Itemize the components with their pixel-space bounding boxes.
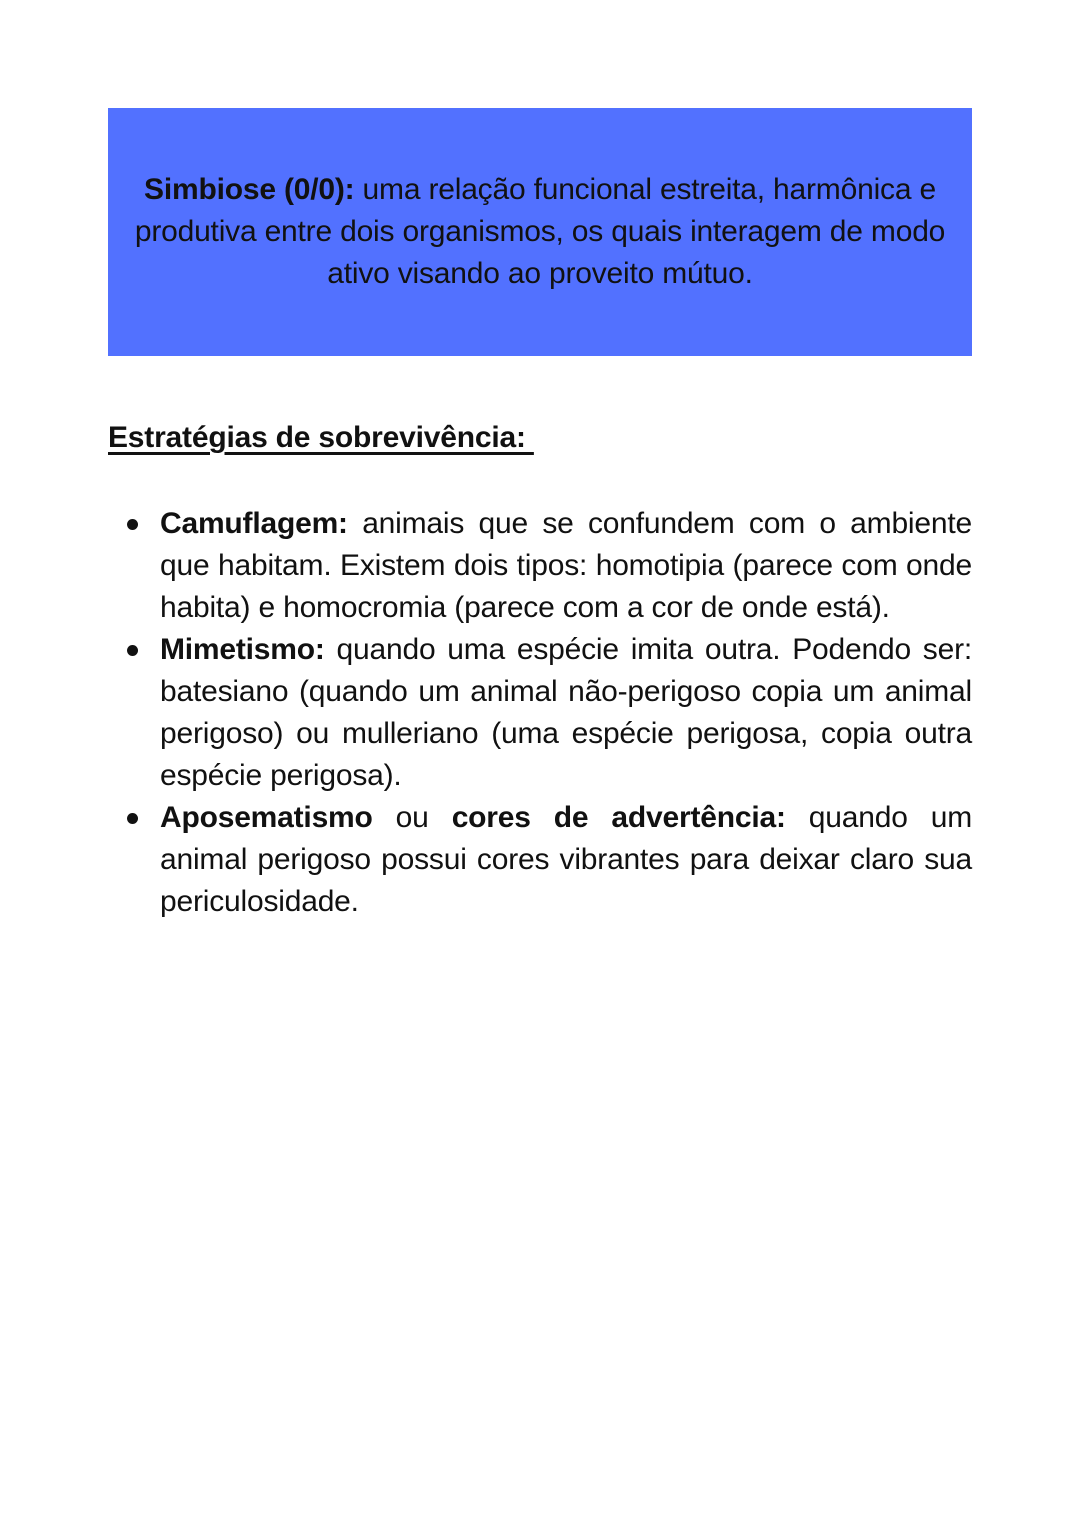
mimicry-term: Mimetismo:: [160, 633, 325, 666]
list-item-aposematism: [108, 797, 972, 923]
survival-strategies-heading: Estratégias de sobrevivência:: [108, 421, 534, 454]
bullet-icon: [127, 645, 138, 656]
aposematism-term: Aposematismo: [160, 801, 373, 834]
camouflage-text: animais que se confundem com o ambiente que habitam. Existem dois tipos: homotipia (parece com onde habita) e homocromia (parece com a cor de onde está).: [160, 507, 972, 624]
warning-colors-term: cores de advertência:: [451, 801, 786, 834]
bullet-icon: [127, 813, 138, 824]
symbiosis-term: Simbiose (0/0):: [144, 173, 355, 206]
list-item-mimicry: [108, 629, 972, 797]
camouflage-term: Camuflagem:: [160, 507, 348, 540]
mimicry-text: quando uma espécie imita outra. Podendo ser: batesiano (quando um animal não-perigoso copia um animal perigoso) ou mulleriano (uma espécie perigosa, copia outra espécie perigosa).: [160, 633, 972, 792]
symbiosis-definition-text: uma relação funcional estreita, harmônica e produtiva entre dois organismos, os quais interagem de modo ativo visando ao proveito mútuo.: [134, 173, 946, 290]
aposematism-connector: ou: [372, 801, 452, 834]
list-item-camouflage: [108, 503, 972, 629]
bullet-icon: [127, 519, 138, 530]
symbiosis-definition-box: [108, 108, 972, 356]
symbiosis-definition: [122, 169, 958, 295]
aposematism-text: quando um animal perigoso possui cores vibrantes para deixar claro sua periculosidade.: [160, 801, 972, 918]
survival-strategies-list: [108, 503, 972, 923]
